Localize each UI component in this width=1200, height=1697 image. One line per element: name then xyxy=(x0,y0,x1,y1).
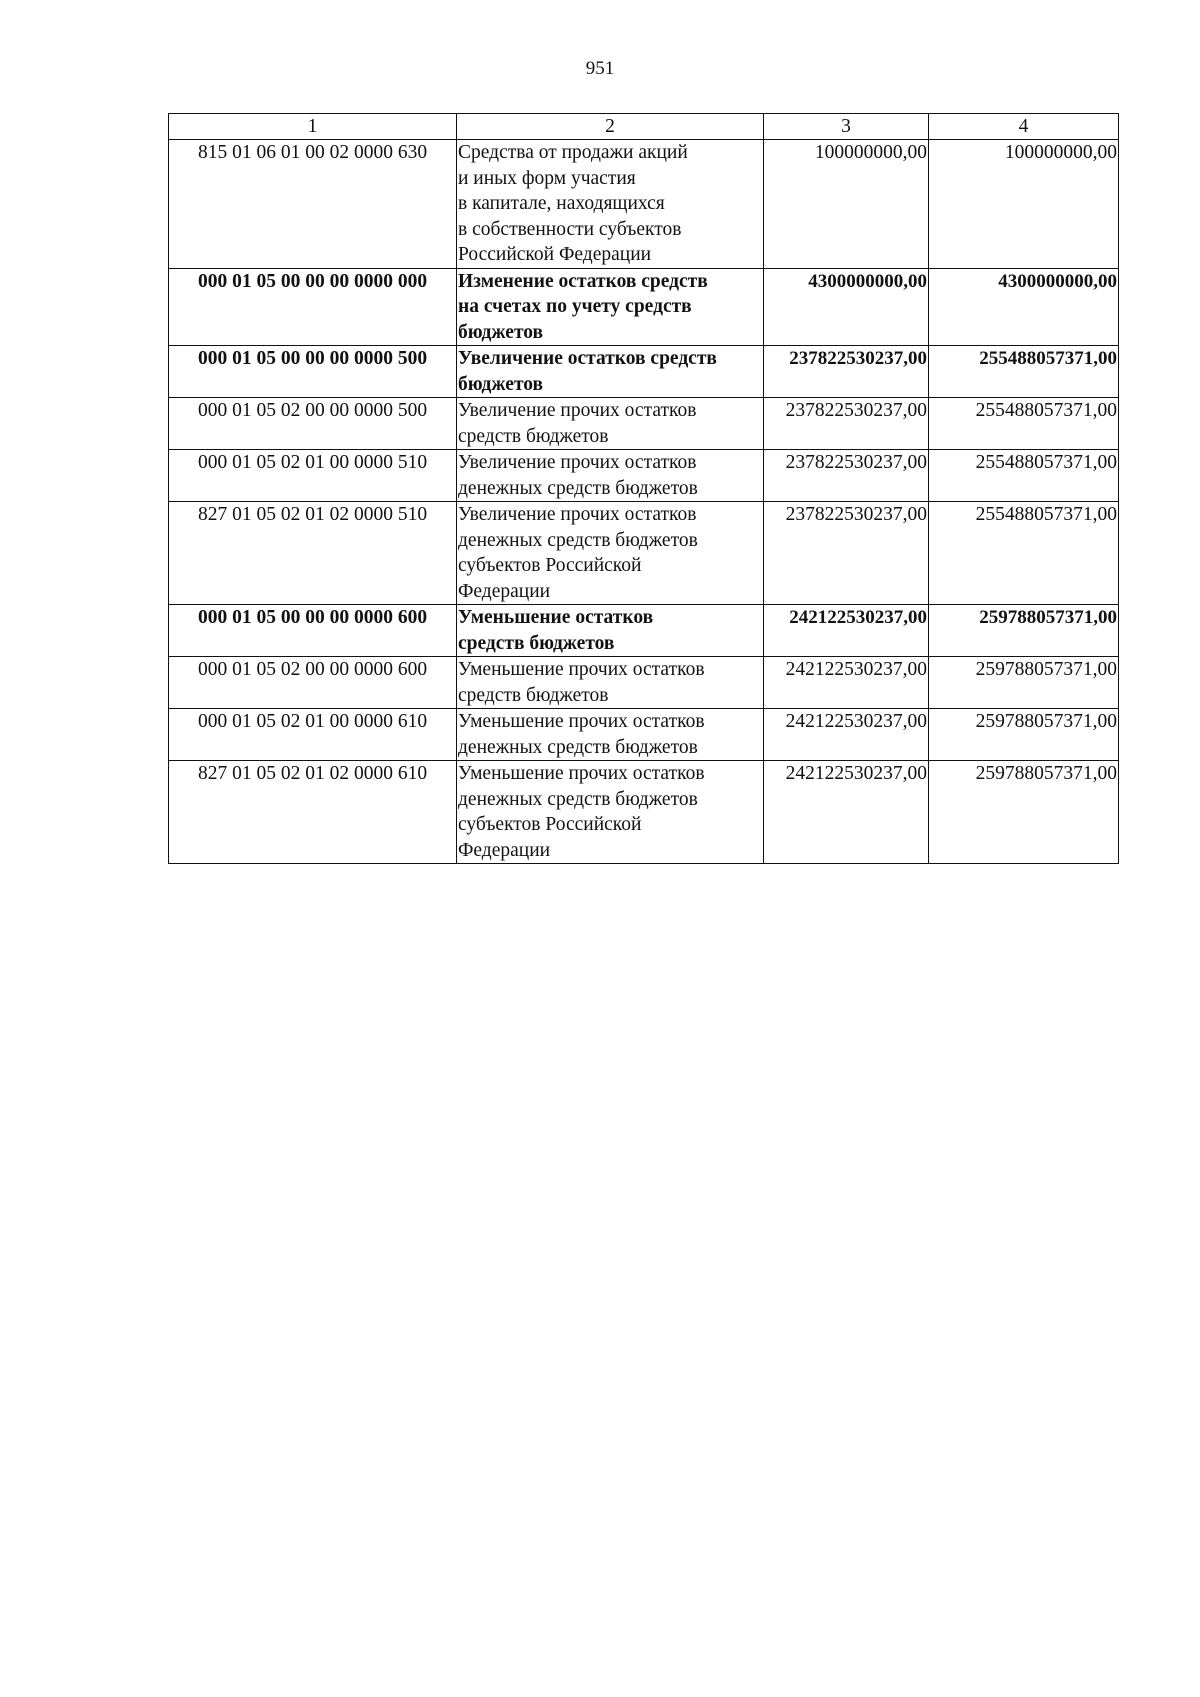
name-cell: Увеличение прочих остатков денежных средств бюджетов субъектов Российской Федерации xyxy=(457,502,764,605)
name-cell: Изменение остатков средств на счетах по учету средств бюджетов xyxy=(457,268,764,346)
value-col4-cell: 255488057371,00 xyxy=(929,398,1119,450)
value-col3-cell: 237822530237,00 xyxy=(764,502,929,605)
code-cell: 827 01 05 02 01 02 0000 610 xyxy=(169,761,457,864)
value-col3-cell: 100000000,00 xyxy=(764,140,929,269)
page-number: 951 xyxy=(585,58,615,79)
table-row xyxy=(169,709,1119,761)
code-cell: 000 01 05 02 01 00 0000 610 xyxy=(169,709,457,761)
header-col-3: 3 xyxy=(764,114,929,140)
name-cell: Увеличение остатков средств бюджетов xyxy=(457,346,764,398)
name-cell: Уменьшение прочих остатков средств бюджетов xyxy=(457,657,764,709)
value-col3-cell: 242122530237,00 xyxy=(764,657,929,709)
header-col-4: 4 xyxy=(929,114,1119,140)
table-row xyxy=(169,398,1119,450)
table-row xyxy=(169,140,1119,269)
header-col-1: 1 xyxy=(169,114,457,140)
value-col4-cell: 259788057371,00 xyxy=(929,605,1119,657)
code-cell: 000 01 05 02 00 00 0000 600 xyxy=(169,657,457,709)
value-col3-cell: 237822530237,00 xyxy=(764,450,929,502)
value-col4-cell: 255488057371,00 xyxy=(929,502,1119,605)
name-cell: Средства от продажи акций и иных форм участия в капитале, находящихся в собственности субъектов Российской Федерации xyxy=(457,140,764,269)
code-cell: 827 01 05 02 01 02 0000 510 xyxy=(169,502,457,605)
value-col4-cell: 100000000,00 xyxy=(929,140,1119,269)
table-header-row xyxy=(169,114,1119,140)
value-col4-cell: 259788057371,00 xyxy=(929,657,1119,709)
table-row xyxy=(169,502,1119,605)
name-cell: Уменьшение остатков средств бюджетов xyxy=(457,605,764,657)
value-col4-cell: 259788057371,00 xyxy=(929,761,1119,864)
value-col3-cell: 4300000000,00 xyxy=(764,268,929,346)
code-cell: 000 01 05 00 00 00 0000 000 xyxy=(169,268,457,346)
table-row xyxy=(169,657,1119,709)
name-cell: Уменьшение прочих остатков денежных средств бюджетов xyxy=(457,709,764,761)
budget-sources-table xyxy=(168,113,1119,864)
value-col4-cell: 255488057371,00 xyxy=(929,346,1119,398)
value-col4-cell: 259788057371,00 xyxy=(929,709,1119,761)
value-col3-cell: 237822530237,00 xyxy=(764,398,929,450)
value-col3-cell: 242122530237,00 xyxy=(764,605,929,657)
table-row xyxy=(169,761,1119,864)
table-row xyxy=(169,605,1119,657)
header-col-2: 2 xyxy=(457,114,764,140)
code-cell: 000 01 05 00 00 00 0000 500 xyxy=(169,346,457,398)
value-col3-cell: 237822530237,00 xyxy=(764,346,929,398)
table-body xyxy=(169,140,1119,864)
table-row xyxy=(169,346,1119,398)
table-row xyxy=(169,450,1119,502)
code-cell: 815 01 06 01 00 02 0000 630 xyxy=(169,140,457,269)
value-col4-cell: 255488057371,00 xyxy=(929,450,1119,502)
value-col4-cell: 4300000000,00 xyxy=(929,268,1119,346)
code-cell: 000 01 05 02 00 00 0000 500 xyxy=(169,398,457,450)
table-row xyxy=(169,268,1119,346)
name-cell: Увеличение прочих остатков средств бюджетов xyxy=(457,398,764,450)
value-col3-cell: 242122530237,00 xyxy=(764,761,929,864)
value-col3-cell: 242122530237,00 xyxy=(764,709,929,761)
code-cell: 000 01 05 00 00 00 0000 600 xyxy=(169,605,457,657)
name-cell: Увеличение прочих остатков денежных средств бюджетов xyxy=(457,450,764,502)
name-cell: Уменьшение прочих остатков денежных средств бюджетов субъектов Российской Федерации xyxy=(457,761,764,864)
code-cell: 000 01 05 02 01 00 0000 510 xyxy=(169,450,457,502)
